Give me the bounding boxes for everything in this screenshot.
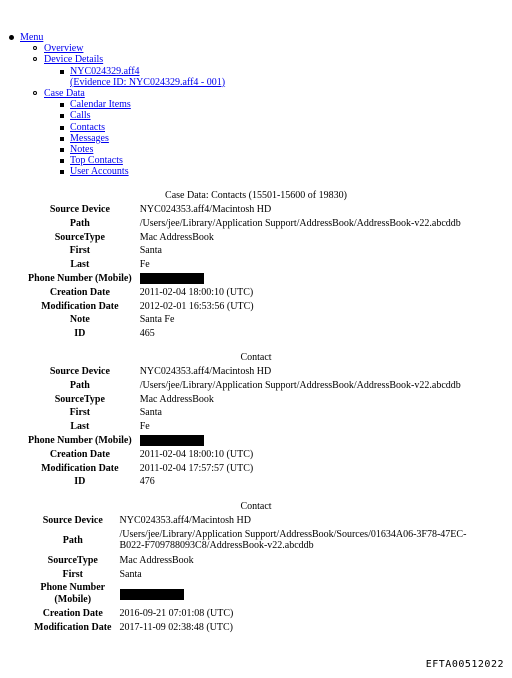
field-value: Santa (119, 568, 142, 580)
table-row (30, 514, 490, 528)
contact-record-table (30, 514, 490, 635)
table-row (24, 300, 465, 314)
field-label: First (69, 407, 91, 419)
menu-item-top-contacts (70, 155, 225, 166)
field-label: Path (62, 534, 83, 546)
field-value: 465 (139, 328, 155, 340)
case-data-link[interactable]: Case Data (44, 88, 85, 100)
table-row (30, 581, 490, 607)
square-bullet-icon (60, 170, 64, 174)
device-link-text: NYC024329.aff4 (70, 65, 140, 77)
field-value: NYC024353.aff4/Macintosh HD (139, 366, 272, 377)
field-label: Last (70, 421, 90, 433)
table-row (24, 244, 465, 258)
field-label: Creation Date (42, 608, 103, 620)
table-row (24, 272, 465, 286)
field-value: 2016-09-21 07:01:08 (UTC) (119, 608, 234, 620)
field-value: NYC024353.aff4/Macintosh HD (139, 204, 272, 215)
redaction-block (140, 435, 204, 446)
table-row (30, 554, 490, 568)
field-label: Note (69, 314, 90, 326)
menu-sublist (20, 43, 225, 177)
field-label: First (69, 245, 91, 257)
field-label: Last (70, 259, 90, 271)
table-row (24, 434, 465, 448)
field-label: Source Device (49, 204, 110, 215)
field-label: SourceType (47, 554, 98, 566)
menu-root (20, 32, 225, 178)
field-value: Mac AddressBook (119, 554, 194, 566)
table-row (30, 568, 490, 582)
calls-link[interactable]: Calls (70, 110, 91, 122)
table-row (24, 313, 465, 327)
table-row (24, 406, 465, 420)
field-label: Path (69, 217, 90, 229)
square-bullet-icon (60, 137, 64, 141)
field-value: 2011-02-04 18:00:10 (UTC) (139, 286, 254, 298)
table-row (24, 327, 465, 341)
field-value: /Users/jee/Library/Application Support/AddressBook/AddressBook-v22.abcddb (139, 217, 461, 229)
calendar-items-link[interactable]: Calendar Items (70, 99, 131, 111)
table-row (24, 379, 465, 393)
square-bullet-icon (60, 114, 64, 118)
user-accounts-link[interactable]: User Accounts (70, 166, 129, 178)
field-label: Creation Date (49, 286, 110, 298)
table-row (24, 475, 465, 489)
contact-record-table (24, 365, 465, 489)
field-label: ID (74, 328, 86, 340)
field-value (116, 581, 491, 607)
field-value: Fe (139, 421, 150, 433)
redaction-block (120, 589, 184, 600)
redaction-block (140, 273, 204, 284)
field-value: 2011-02-04 18:00:10 (UTC) (139, 448, 254, 460)
section-caption: Case Data: Contacts (15501-15600 of 19830) (165, 190, 347, 201)
section-caption: Contact (240, 352, 272, 363)
case-sublist (44, 99, 225, 177)
table-row (24, 286, 465, 300)
field-label: First (62, 568, 84, 580)
menu-item-contacts (70, 122, 225, 133)
field-label: Phone Number (Mobile) (28, 272, 132, 284)
field-value: 2017-11-09 02:38:48 (UTC) (119, 622, 234, 634)
device-details-link[interactable]: Device Details (44, 54, 104, 66)
square-bullet-icon (60, 103, 64, 107)
square-bullet-icon (60, 148, 64, 152)
menu-item-calls (70, 110, 225, 121)
notes-link[interactable]: Notes (70, 144, 94, 156)
field-value: /Users/jee/Library/Application Support/AddressBook/AddressBook-v22.abcddb (139, 379, 461, 391)
table-row (24, 203, 465, 217)
field-value: Santa Fe (139, 314, 175, 326)
table-row (30, 621, 490, 635)
field-label: Phone Number (Mobile) (28, 434, 132, 446)
field-value: Fe (139, 259, 150, 271)
document-id: EFTA00512022 (425, 659, 504, 670)
table-row (24, 393, 465, 407)
table-row (30, 607, 490, 621)
square-bullet-icon (60, 70, 64, 74)
field-label: Source Device (42, 515, 103, 526)
table-row (24, 258, 465, 272)
field-value (136, 272, 465, 286)
menu-item-notes (70, 144, 225, 155)
menu-item-user-accounts (70, 166, 225, 177)
field-label: Modification Date (41, 300, 119, 312)
table-row (24, 217, 465, 231)
field-value: Mac AddressBook (139, 393, 214, 405)
messages-link[interactable]: Messages (70, 132, 109, 144)
field-value: 476 (139, 476, 155, 488)
circle-bullet-icon (33, 46, 37, 50)
section-caption: Contact (240, 501, 272, 512)
field-label: Source Device (49, 366, 110, 377)
bullet-icon (9, 35, 14, 40)
field-value: Santa (139, 245, 162, 257)
circle-bullet-icon (33, 57, 37, 61)
field-label: ID (74, 476, 86, 488)
menu-item-case-data (44, 88, 225, 178)
field-label: SourceType (54, 393, 105, 405)
field-label: Creation Date (49, 448, 110, 460)
table-row (24, 462, 465, 476)
table-row (24, 231, 465, 245)
menu-item-messages (70, 133, 225, 144)
nav-menu (20, 32, 225, 178)
table-row (24, 420, 465, 434)
square-bullet-icon (60, 126, 64, 130)
field-value: NYC024353.aff4/Macintosh HD (119, 515, 251, 526)
field-label: Path (69, 379, 90, 391)
menu-item-calendar (70, 99, 225, 110)
table-row (24, 448, 465, 462)
field-label: SourceType (54, 231, 105, 243)
square-bullet-icon (60, 159, 64, 163)
field-value: 2012-02-01 16:53:56 (UTC) (139, 300, 254, 312)
field-value: Mac AddressBook (139, 231, 214, 243)
field-value: Santa (139, 407, 162, 419)
field-label: Modification Date (34, 622, 112, 634)
menu-item-overview (44, 43, 225, 54)
field-value: 2011-02-04 17:57:57 (UTC) (139, 462, 254, 474)
top-contacts-link[interactable]: Top Contacts (70, 155, 123, 167)
device-sublist (44, 66, 225, 88)
menu-item-device (70, 66, 225, 88)
contact-record-table (24, 203, 465, 341)
circle-bullet-icon (33, 91, 37, 95)
device-evidence-text: (Evidence ID: NYC024329.aff4 - 001) (70, 76, 226, 88)
menu-item-device-details (44, 54, 225, 88)
table-row (30, 528, 490, 554)
field-value (136, 434, 465, 448)
menu-link[interactable]: Menu (20, 32, 44, 43)
table-row (24, 365, 465, 379)
overview-link[interactable]: Overview (44, 43, 84, 55)
field-value: /Users/jee/Library/Application Support/AddressBook/Sources/01634A06-3F78-47EC-B022-F709788093C8/AddressBook-v22.abcddb (119, 528, 467, 552)
contacts-link[interactable]: Contacts (70, 121, 105, 133)
field-label: Phone Number (Mobile) (40, 582, 106, 605)
device-link[interactable] (70, 66, 225, 88)
field-label: Modification Date (41, 462, 119, 474)
